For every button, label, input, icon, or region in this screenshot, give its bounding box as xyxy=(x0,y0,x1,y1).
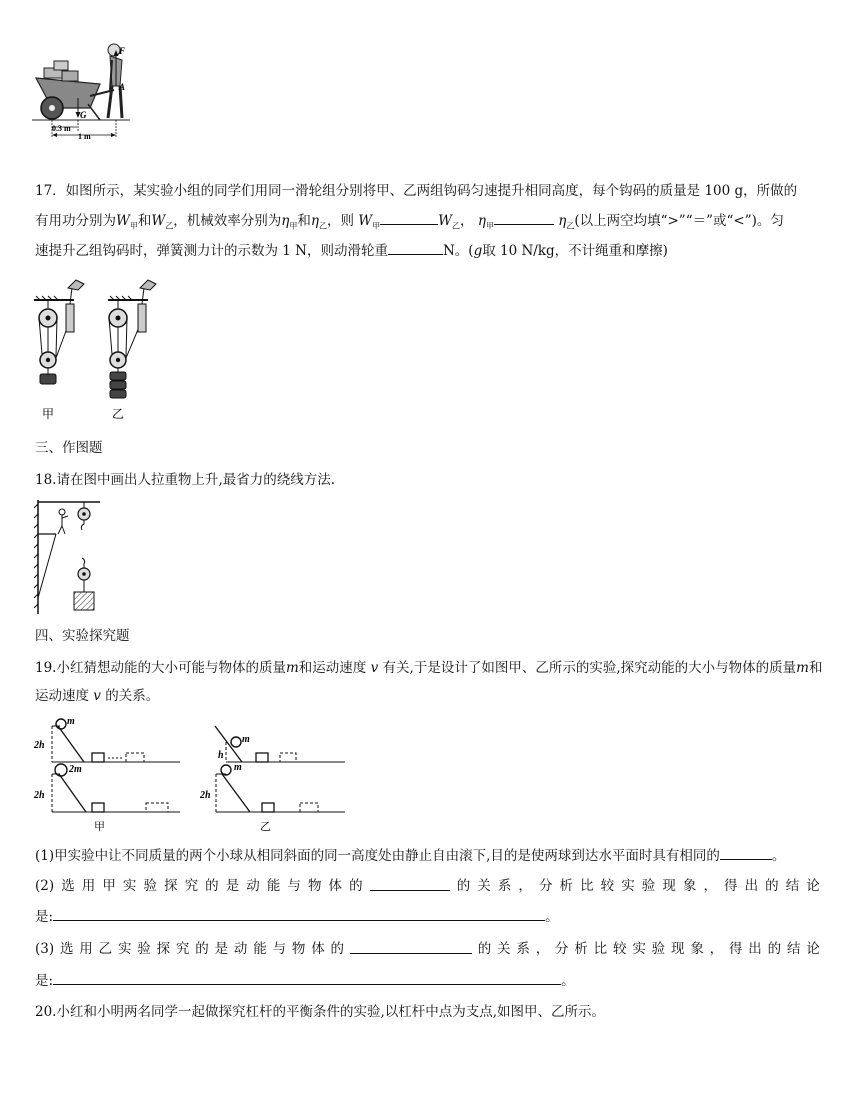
q19-char: 是 xyxy=(225,878,240,894)
q17-sub: 乙 xyxy=(165,221,174,231)
fig-label-2m: 2m xyxy=(69,764,82,775)
q19-text: 是: xyxy=(35,973,54,989)
q17-line3 xyxy=(35,240,668,261)
q19-ramp-figure xyxy=(30,716,350,838)
q19-char: 的 xyxy=(477,941,492,957)
q19-char: 的 xyxy=(767,941,782,957)
q19-char: 甲 xyxy=(102,878,116,894)
q17-text: 和 xyxy=(137,213,152,229)
q19-char: 的 xyxy=(195,941,209,957)
fig-label-2h: 2h xyxy=(34,790,45,801)
q19-char: 乙 xyxy=(98,941,113,957)
fig-jia-top xyxy=(33,716,180,762)
q20-text: 20.小红和小明两名同学一起做探究杠杆的平衡条件的实验,以杠杆中点为支点,如图甲、乙所示。 xyxy=(35,1004,606,1020)
q19-line1 xyxy=(35,658,822,678)
q17-text: 和 xyxy=(297,213,311,229)
q17-sub: 甲 xyxy=(129,221,138,231)
q18-figure xyxy=(34,498,104,616)
q19-var-v: v xyxy=(370,660,379,676)
q19-blank-1[interactable] xyxy=(720,845,772,860)
q17-var-W: W xyxy=(151,213,166,229)
q19-part2-line2 xyxy=(35,906,559,927)
q19-char: 析 xyxy=(574,941,588,957)
q19-char: 结 xyxy=(786,941,801,957)
fig-jia-bottom xyxy=(33,764,180,833)
q19-blank-2[interactable] xyxy=(370,876,450,891)
q19-part2-line1 xyxy=(35,876,820,896)
q19-char: 验 xyxy=(651,941,666,957)
q19-char: 得 xyxy=(728,941,743,957)
q17-var-eta: η xyxy=(558,213,567,229)
q19-text: 有关,于是设计了如图甲、乙所示的实验,探究动能的大小与物体的质量 xyxy=(382,660,797,676)
q19-char: 动 xyxy=(246,878,260,894)
q19-char: 验 xyxy=(143,878,157,894)
q19-text: (1)甲实验中让不同质量的两个小球从相同斜面的同一高度处由静止自由滚下,目的是使两球到达水平面时具有相同的 xyxy=(35,848,720,864)
q19-var-m: m xyxy=(285,660,299,676)
q17-sub: 乙 xyxy=(566,221,575,231)
fig-label-m: m xyxy=(67,716,75,727)
wheelbarrow-figure xyxy=(30,38,140,140)
q19-char: 能 xyxy=(253,941,267,957)
q19-char: 验 xyxy=(137,941,151,957)
q19-char: ， xyxy=(535,941,550,957)
fig-label-h: h xyxy=(218,750,224,761)
q19-char: 的 xyxy=(205,878,219,894)
q17-var-eta: η xyxy=(310,213,319,229)
q19-char: 体 xyxy=(328,878,342,894)
q17-text: ，则 xyxy=(326,213,354,229)
q19-char: 结 xyxy=(785,878,800,894)
q19-var-m: m xyxy=(796,660,809,676)
q19-char: ， xyxy=(703,878,717,894)
q17-text: (以上两空均填“>”“＝”或“<”)。匀 xyxy=(574,213,784,229)
q17-var-g: g xyxy=(473,243,483,259)
pulley-figure xyxy=(30,276,170,422)
q19-char: 系 xyxy=(497,878,512,894)
q19-char: 得 xyxy=(724,878,738,894)
q19-char: 关 xyxy=(477,878,491,894)
q19-text: 19.小红猜想动能的大小可能与物体的质量 xyxy=(35,660,286,676)
q19-part3-line1 xyxy=(35,939,820,959)
q19-char: 论 xyxy=(806,878,820,894)
q19-char: 关 xyxy=(497,941,511,957)
q19-text: 。 xyxy=(545,909,559,925)
fig-label-m: m xyxy=(234,762,242,773)
q17-sub: 乙 xyxy=(318,221,327,231)
q19-char: 系 xyxy=(516,941,530,957)
q19-char: 的 xyxy=(349,878,363,894)
q17-var-eta: η xyxy=(281,213,290,229)
q19-char: (2) xyxy=(35,878,55,894)
q19-char: 究 xyxy=(175,941,190,957)
q19-text: 和 xyxy=(808,660,823,676)
q19-char: 分 xyxy=(538,878,553,894)
q17-text: 有用功分别为 xyxy=(35,213,116,229)
q19-char: 实 xyxy=(632,941,646,957)
q19-char: 现 xyxy=(662,878,676,894)
q17-text: ， xyxy=(460,213,474,229)
q18-text: 18.请在图中画出人拉重物上升,最省力的绕线方法. xyxy=(35,472,336,488)
q19-char: 象 xyxy=(682,878,697,894)
pulley-label-yi: 乙 xyxy=(112,407,125,421)
q19-char: 物 xyxy=(291,941,306,957)
q19-char: 选 xyxy=(59,941,74,957)
q19-char: 用 xyxy=(79,941,93,957)
q19-char: 析 xyxy=(559,878,573,894)
fig-label-2h: 2h xyxy=(200,790,211,801)
q19-char: 与 xyxy=(287,878,301,894)
q19-blank-5[interactable] xyxy=(53,970,561,985)
q19-text: 。 xyxy=(561,973,575,989)
q19-char: 的 xyxy=(765,878,779,894)
q17-text: 取 10 N/kg，不计绳重和摩擦) xyxy=(482,243,668,259)
q17-var-eta: η xyxy=(477,213,486,229)
fig-label-yi: 乙 xyxy=(260,821,271,833)
q19-part1 xyxy=(35,845,785,866)
q17-var-W: W xyxy=(116,213,130,229)
q19-char: ， xyxy=(709,941,724,957)
q19-char: 现 xyxy=(670,941,685,957)
q17-text: ，机械效率分别为 xyxy=(173,213,282,229)
q17-line2 xyxy=(35,210,784,237)
q19-char: 物 xyxy=(307,878,322,894)
fig-yi-bottom xyxy=(199,762,345,833)
q17-line1: 17．如图所示，某实验小组的同学们用同一滑轮组分别将甲、乙两组钩码匀速提升相同高度，每个钩码的质量是 100 g，所做的 xyxy=(35,183,798,199)
q17-blank-3[interactable] xyxy=(388,240,443,255)
q19-char: 与 xyxy=(272,941,287,957)
fig16-label-G: G xyxy=(80,110,87,120)
q19-char: 比 xyxy=(593,941,608,957)
q19-char: 究 xyxy=(184,878,199,894)
q19-char: ， xyxy=(518,878,532,894)
q17-var-W: W xyxy=(438,213,453,229)
q19-char: 用 xyxy=(81,878,96,894)
q17-text: 速提升乙组钩码时，弹簧测力计的示数为 1 N，则动滑轮重 xyxy=(35,243,388,259)
q17-blank-2[interactable] xyxy=(494,210,554,225)
q19-blank-4[interactable] xyxy=(350,939,472,954)
q17-sub: 甲 xyxy=(372,221,381,231)
fig16-label-03m: 0.3 m xyxy=(52,124,71,133)
fig-label-2h: 2h xyxy=(34,740,45,751)
fig-label-jia: 甲 xyxy=(94,821,105,833)
pulley-label-jia: 甲 xyxy=(42,407,55,421)
q19-char: 分 xyxy=(555,941,569,957)
fig16-label-1m: 1 m xyxy=(78,132,91,140)
q19-char: 选 xyxy=(61,878,75,894)
q19-char: 实 xyxy=(117,941,132,957)
fig16-label-A: A xyxy=(119,82,126,92)
q19-text: 的关系。 xyxy=(105,688,160,704)
section-heading-3: 三、作图题 xyxy=(35,440,103,456)
q19-char: 的 xyxy=(330,941,345,957)
q19-char: 是 xyxy=(214,941,229,957)
fig-yi-top xyxy=(215,726,345,762)
q19-char: 象 xyxy=(690,941,704,957)
section-heading-4: 四、实验探究题 xyxy=(35,628,130,644)
q19-char: 实 xyxy=(621,878,635,894)
q17-var-W: W xyxy=(358,213,373,229)
q19-char: 出 xyxy=(748,941,762,957)
q19-char: 较 xyxy=(613,941,627,957)
q19-blank-3[interactable] xyxy=(53,906,545,921)
q19-char: 的 xyxy=(456,878,471,894)
q19-char: 探 xyxy=(156,941,171,957)
q19-char: 能 xyxy=(266,878,281,894)
fig16-label-F: F xyxy=(119,46,126,56)
q17-sub: 甲 xyxy=(289,221,298,231)
q19-text: 运动速度 xyxy=(35,688,89,704)
q19-char: 较 xyxy=(600,878,615,894)
q19-char: 体 xyxy=(311,941,325,957)
q19-line2 xyxy=(35,686,159,706)
q19-text: 是: xyxy=(35,909,54,925)
q19-text: 和运动速度 xyxy=(298,660,367,676)
q17-sub: 乙 xyxy=(452,221,461,231)
q19-part3-line2 xyxy=(35,970,575,991)
q17-text: N。( xyxy=(442,243,474,259)
q19-var-v: v xyxy=(93,688,101,704)
q19-char: 动 xyxy=(233,941,248,957)
fig-label-m: m xyxy=(242,734,250,745)
q17-sub: 甲 xyxy=(485,221,494,231)
q19-char: 探 xyxy=(164,878,178,894)
q19-char: 验 xyxy=(641,878,656,894)
q19-char: 比 xyxy=(580,878,594,894)
q19-char: 出 xyxy=(744,878,759,894)
q19-char: 实 xyxy=(122,878,137,894)
q17-blank-1[interactable] xyxy=(380,210,438,225)
q19-char: 论 xyxy=(806,941,820,957)
q19-char: (3) xyxy=(35,941,55,957)
q19-text: 。 xyxy=(771,848,786,864)
